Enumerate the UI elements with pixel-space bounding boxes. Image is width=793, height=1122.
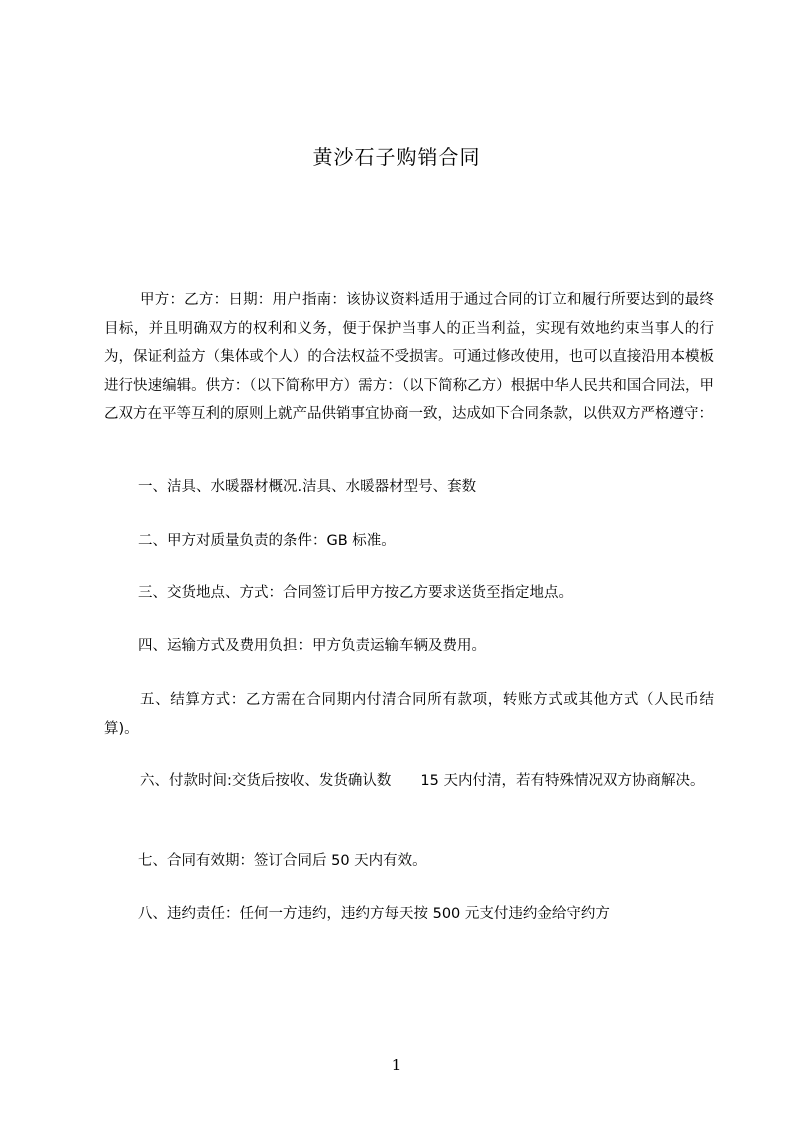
clause-4: 四、运输方式及费用负担：甲方负责运输车辆及费用。 (138, 638, 486, 654)
intro-paragraph: 甲方：乙方：日期：用户指南：该协议资料适用于通过合同的订立和履行所要达到的最终目标，并且明确双方的权利和义务，便于保护当事人的正当利益，实现有效地约束当事人的行为，保证利益方（集体或个人）的合法权益不受损害。可通过修改使用，也可以直接沿用本模板进行快速编辑。供方：（以下简称甲方）需方：（以下简称乙方）根据中华人民共和国合同法，甲乙双方在平等互利的原则上就产品供销事宜协商一致，达成如下合同条款，以供双方严格遵守： (104, 292, 714, 422)
clause-6: 六、付款时间:交货后按收、发货确认数 15 天内付清，若有特殊情况双方协商解决。 (140, 773, 705, 789)
page-number: 1 (391, 1056, 402, 1074)
clause-3: 三、交货地点、方式：合同签订后甲方按乙方要求送货至指定地点。 (138, 585, 573, 601)
clause-8: 八、违约责任：任何一方违约，违约方每天按 500 元支付违约金给守约方 (138, 906, 610, 922)
clause-2: 二、甲方对质量负责的条件：GB 标准。 (138, 533, 396, 549)
clause-7: 七、合同有效期：签订合同后 50 天内有效。 (138, 853, 427, 869)
clause-5: 五、结算方式：乙方需在合同期内付清合同所有款项，转账方式或其他方式（人民币结算)。 (104, 692, 714, 737)
document-title: 黄沙石子购销合同 (312, 145, 481, 169)
clause-1: 一、洁具、水暖器材概况.洁具、水暖器材型号、套数 (138, 479, 477, 495)
